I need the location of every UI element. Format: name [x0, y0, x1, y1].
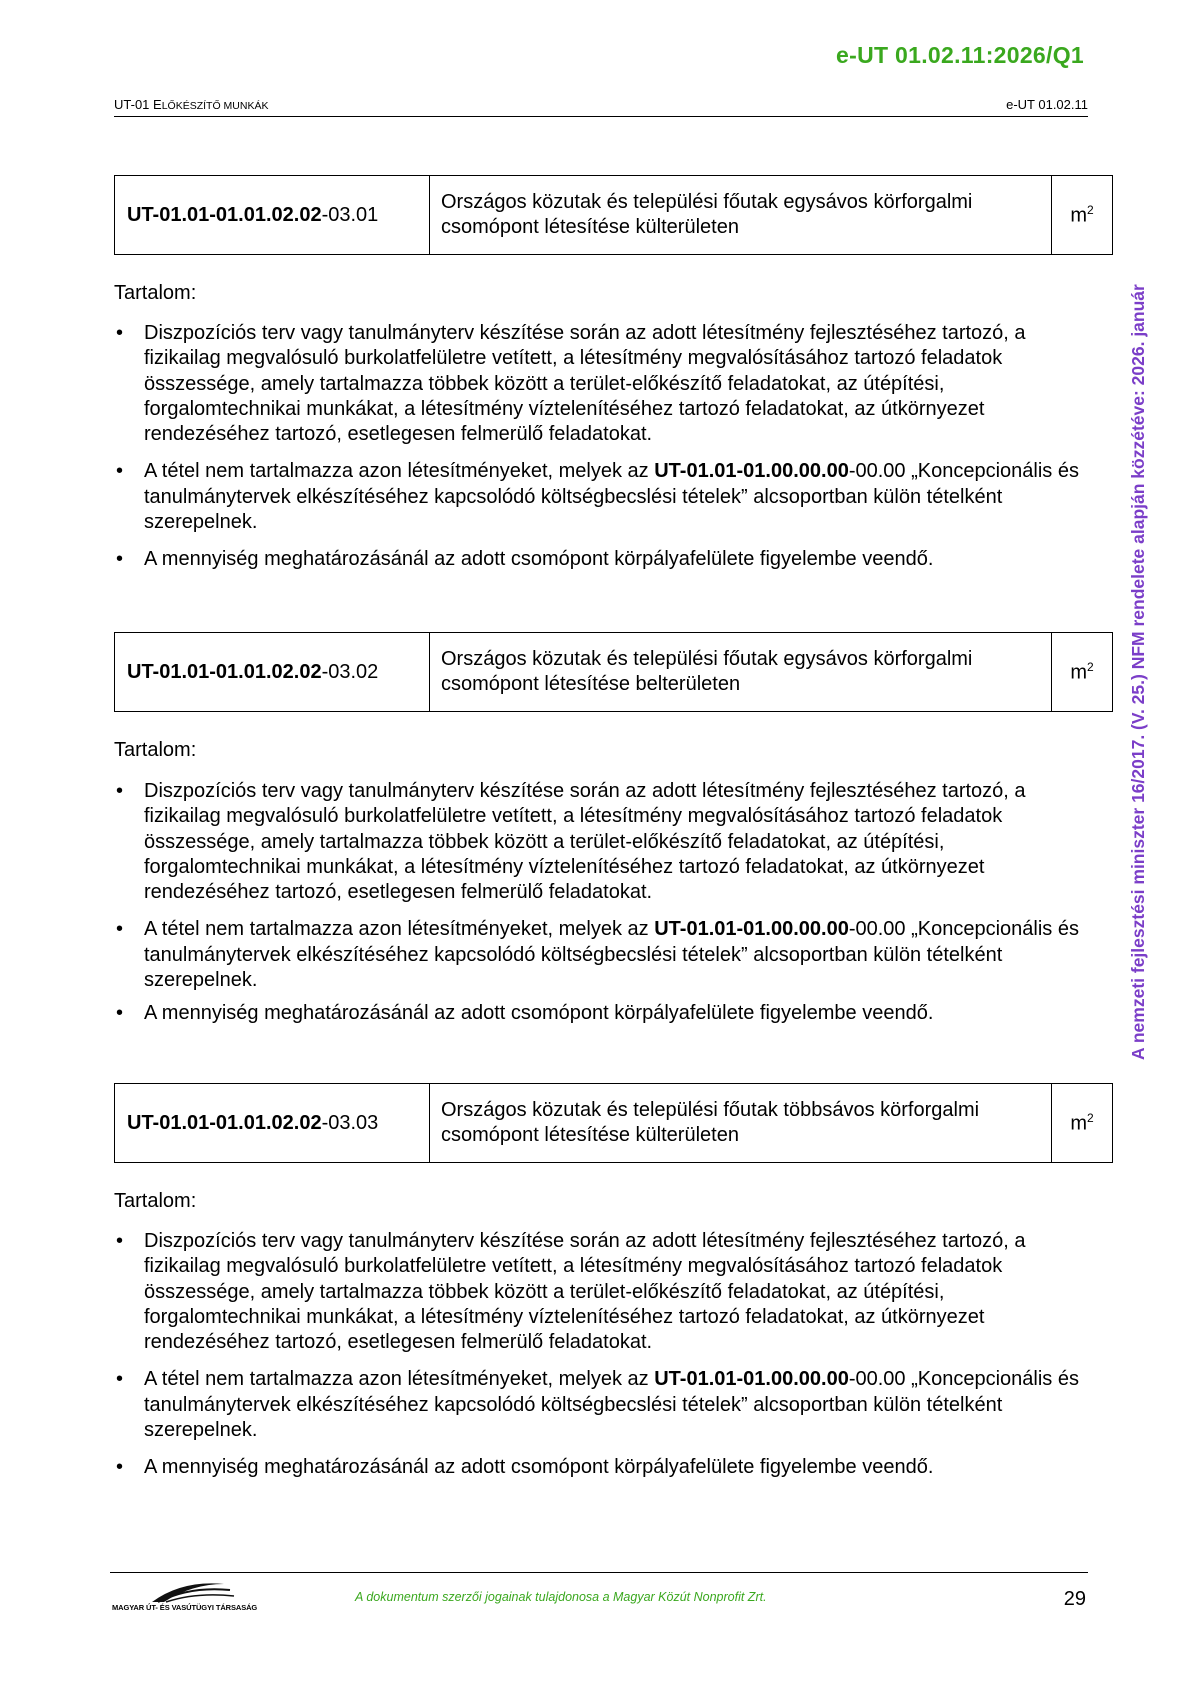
header-chapter — [114, 97, 268, 112]
item-code: UT-01.01-01.01.02.02-03.02 — [115, 633, 430, 712]
section-label: Tartalom: — [114, 282, 197, 304]
section-label: Tartalom: — [114, 739, 197, 761]
section-label: Tartalom: — [114, 1190, 197, 1212]
header-chapter-prefix: UT-01 E — [114, 97, 162, 112]
content-list — [114, 779, 1099, 1027]
item-title: Országos közutak és települési főutak egysávos körforgalmi csomópont létesítése külterületen — [430, 176, 1052, 255]
item-code: UT-01.01-01.01.02.02-03.01 — [115, 176, 430, 255]
list-item: • A tétel nem tartalmazza azon létesítményeket, melyek az UT-01.01-01.00.00.00-00.00 „Koncepcionális és tanulmánytervek elkészítéséhez kapcsolódó költségbecslési tételek” alcsoportban külön tételként szerepelnek. — [114, 459, 1099, 535]
running-header — [114, 95, 1088, 117]
item-title: Országos közutak és települési főutak egysávos körforgalmi csomópont létesítése belterületen — [430, 633, 1052, 712]
item-unit: $m^2$ — [1052, 633, 1113, 712]
list-item: • Diszpozíciós terv vagy tanulmányterv készítése során az adott létesítmény fejlesztéséhez tartozó, a fizikailag megvalósuló burkolatfelületre vetített, a létesítmény megvalósításához tartozó feladatok összessége, amely tartalmazza többek között a terület-előkészítő feladatokat, az útépítési, forgalomtechnikai munkákat, a létesítmény víztelenítéséhez tartozó feladatokat, az útkörnyezet rendezéséhez tartozó, esetlegesen felmerülő feladatokat. — [114, 779, 1099, 905]
list-item: • A mennyiség meghatározásánál az adott csomópont körpályafelülete figyelembe veendő. — [114, 1455, 1099, 1480]
item-table-3 — [114, 1083, 1113, 1163]
list-item: • Diszpozíciós terv vagy tanulmányterv készítése során az adott létesítmény fejlesztéséhez tartozó, a fizikailag megvalósuló burkolatfelületre vetített, a létesítmény megvalósításához tartozó feladatok összessége, amely tartalmazza többek között a terület-előkészítő feladatokat, az útépítési, forgalomtechnikai munkákat, a létesítmény víztelenítéséhez tartozó feladatokat, az útkörnyezet rendezéséhez tartozó, esetlegesen felmerülő feladatokat. — [114, 321, 1099, 447]
item-table-2 — [114, 632, 1113, 712]
list-item: • A tétel nem tartalmazza azon létesítményeket, melyek az UT-01.01-01.00.00.00-00.00 „Koncepcionális és tanulmánytervek elkészítéséhez kapcsolódó költségbecslési tételek” alcsoportban külön tételként szerepelnek. — [114, 1367, 1099, 1443]
content-list — [114, 321, 1099, 573]
list-item: • A mennyiség meghatározásánál az adott csomópont körpályafelülete figyelembe veendő. — [114, 547, 1099, 572]
item-unit: $m^2$ — [1052, 1084, 1113, 1163]
item-table-1 — [114, 175, 1113, 255]
header-chapter-rest: LŐKÉSZÍTŐ MUNKÁK — [161, 100, 269, 112]
logo-text: MAGYAR ÚT- ÉS VASÚTÜGYI TÁRSASÁG — [112, 1603, 258, 1612]
footer-copyright: A dokumentum szerzői jogainak tulajdonosa a Magyar Közút Nonprofit Zrt. — [355, 1590, 767, 1604]
header-doc-id: e-UT 01.02.11 — [1006, 97, 1088, 112]
item-code: UT-01.01-01.01.02.02-03.03 — [115, 1084, 430, 1163]
list-item: • Diszpozíciós terv vagy tanulmányterv készítése során az adott létesítmény fejlesztéséhez tartozó, a fizikailag megvalósuló burkolatfelületre vetített, a létesítmény megvalósításához tartozó feladatok összessége, amely tartalmazza többek között a terület-előkészítő feladatokat, az útépítési, forgalomtechnikai munkákat, a létesítmény víztelenítéséhez tartozó feladatokat, az útkörnyezet rendezéséhez tartozó, esetlegesen felmerülő feladatokat. — [114, 1229, 1099, 1355]
page-number: 29 — [1063, 1588, 1086, 1610]
side-publication-note: A nemzeti fejlesztési miniszter 16/2017. (V. 25.) NFM rendelete alapján közzétéve: 2026. január — [1128, 284, 1148, 1060]
item-title: Országos közutak és települési főutak többsávos körforgalmi csomópont létesítése külterületen — [430, 1084, 1052, 1163]
document-code: e-UT 01.02.11:2026/Q1 — [836, 42, 1084, 68]
list-item: • A tétel nem tartalmazza azon létesítményeket, melyek az UT-01.01-01.00.00.00-00.00 „Koncepcionális és tanulmánytervek elkészítéséhez kapcsolódó költségbecslési tételek” alcsoportban külön tételként szerepelnek. — [114, 917, 1099, 993]
list-item: • A mennyiség meghatározásánál az adott csomópont körpályafelülete figyelembe veendő. — [114, 1001, 1099, 1026]
content-list — [114, 1229, 1099, 1481]
item-unit: $m^2$ — [1052, 176, 1113, 255]
footer-rule — [110, 1572, 1088, 1573]
society-logo — [112, 1578, 262, 1618]
